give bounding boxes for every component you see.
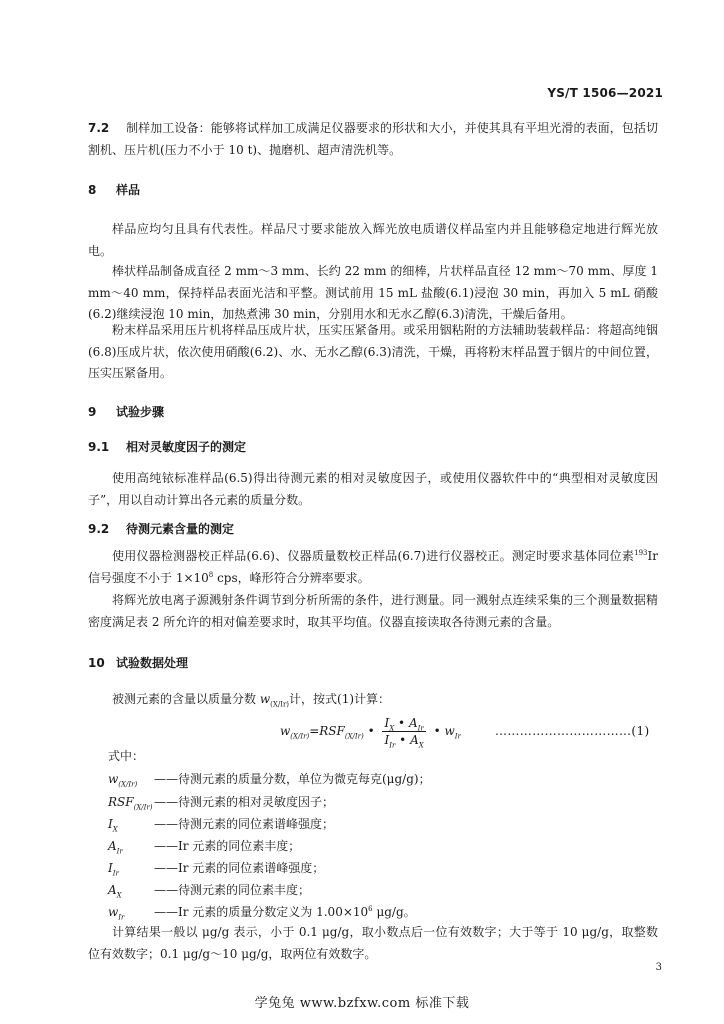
definition-text: ——Ir 元素的质量分数定义为 1.00×10	[154, 905, 369, 919]
definition-symbol: $w_{Ir}$	[108, 905, 125, 922]
section-8-para-3: 粉末样品采用压片机将样品压成片状，压实压紧备用。或采用铟粘附的方法辅助装载样品：将超高纯铟(6.8)压成片状，依次使用硝酸(6.2)、水、无水乙醇(6.3)清洗，干燥，再将粉末样品置于铟片的中间位置，压实压紧备用。	[88, 323, 658, 380]
clause-9-1-heading	[88, 438, 246, 455]
result-rule-para: 计算结果一般以 μg/g 表示，小于 0.1 μg/g，取小数点后一位有效数字；大于等于 10 μg/g，取整数位有效数字；0.1 μg/g～10 μg/g，取两位有效数字。	[88, 925, 658, 961]
definition-symbol: $I_{Ir}$	[108, 861, 119, 878]
section-9-title: 试验步骤	[116, 405, 165, 419]
definition-symbol: $w_{(X/Ir)}$	[108, 772, 138, 789]
definition-text: ——待测元素的同位素丰度；	[154, 883, 311, 897]
formula-dot-1: •	[363, 724, 379, 738]
standard-number: YS/T 1506—2021	[547, 86, 663, 100]
clause-9-2-para-1-c: cps，峰形符合分辨率要求。	[213, 570, 370, 585]
section-8-title: 样品	[116, 183, 141, 197]
section-10-heading	[88, 654, 188, 671]
definition-text: ——Ir 元素的同位素丰度；	[154, 839, 301, 853]
clause-9-1-para: 使用高纯铱标准样品(6.5)得出待测元素的相对灵敏度因子，或使用仪器软件中的“典型相对灵敏度因子”，用以自动计算出各元素的质量分数。	[88, 471, 658, 507]
definition-symbol: $A_X$	[108, 883, 122, 900]
clause-9-1-title: 相对灵敏度因子的测定	[126, 440, 247, 454]
formula-1	[280, 716, 461, 750]
clause-9-2-para-1	[88, 546, 658, 589]
section-10-intro	[88, 689, 658, 711]
isotope-mass-superscript: 193	[634, 549, 648, 557]
formula-lhs-sub: (X/Ir)	[290, 732, 310, 741]
definition-text: ——待测元素的相对灵敏度因子；	[154, 795, 335, 809]
clause-9-2-heading	[88, 520, 234, 537]
fraction-numerator: $I_X$ • $A_{Ir}$	[384, 716, 424, 733]
section-8-number: 8	[88, 183, 97, 197]
section-10-intro-b: 计，按式(1)计算：	[289, 692, 391, 706]
clause-7-2	[88, 118, 658, 161]
fraction-denominator: $I_{Ir}$ • $A_X$	[384, 733, 424, 750]
intro-symbol-sub: (X/Ir)	[270, 700, 290, 709]
formula-w-sub: Ir	[454, 732, 461, 741]
clause-7-2-text: 制样加工设备：能够将试样加工成满足仪器要求的形状和大小，并使其具有平坦光滑的表面，包括切割机、压片机(压力不小于 10 t)、抛磨机、超声清洗机等。	[88, 121, 658, 157]
section-10-title: 试验数据处理	[116, 656, 189, 670]
intro-symbol-w: w	[259, 692, 271, 706]
clause-7-2-number: 7.2	[88, 121, 110, 135]
clause-9-2-para-1-a: 使用仪器检测器校正样品(6.6)、仪器质量数校正样品(6.7)进行仪器校正。测定时要求基体同位素	[112, 549, 635, 563]
clause-9-2-number: 9.2	[88, 522, 110, 536]
where-label: 式中：	[108, 749, 145, 763]
section-9-number: 9	[88, 405, 97, 419]
formula-rsf-sub: (X/Ir)	[344, 732, 364, 741]
exponent-superscript: 8	[208, 570, 214, 579]
definition-row	[108, 903, 416, 920]
definition-exponent: 6	[368, 905, 373, 913]
definition-row	[108, 770, 431, 787]
section-10-intro-a: 被测元素的含量以质量分数	[112, 692, 260, 706]
definition-row	[108, 859, 324, 876]
footer-watermark: 学兔兔 www.bzfxw.com 标准下载	[254, 996, 470, 1011]
clause-9-2-title: 待测元素含量的测定	[126, 522, 235, 536]
definition-row	[108, 837, 300, 854]
section-9-heading	[88, 403, 164, 420]
formula-dot-2: •	[433, 724, 445, 738]
clause-9-2-para-1-b: Ir 信号强度不小于 1×10	[88, 549, 658, 585]
formula-number: ……………………………(1)	[495, 724, 650, 738]
definition-text: ——待测元素的同位素谱峰强度；	[154, 817, 335, 831]
definition-symbol: $RSF_{(X/Ir)}$	[108, 795, 153, 812]
clause-9-2-para-2: 将辉光放电离子源溅射条件调节到分析所需的条件，进行测量。同一溅射点连续采集的三个测量数据精密度满足表 2 所允许的相对偏差要求时，取其平均值。仪器直接读取各待测元素的含量。	[88, 593, 658, 629]
definition-row	[108, 793, 334, 810]
formula-lhs: w	[280, 724, 291, 738]
definition-text: ——Ir 元素的同位素谱峰强度；	[154, 861, 325, 875]
clause-9-1-number: 9.1	[88, 440, 110, 454]
definition-text: ——待测元素的质量分数，单位为微克每克(μg/g)；	[154, 772, 431, 786]
definition-symbol: $I_X$	[108, 817, 118, 834]
formula-fraction	[382, 716, 425, 750]
section-8-para-2: 棒状样品制备成直径 2 mm～3 mm、长约 22 mm 的细棒，片状样品直径 12 mm～70 mm、厚度 1 mm～40 mm，保持样品表面光洁和平整。测试前用 15 mL 盐酸(6.1)浸泡 30 min，再加入 5 mL 硝酸(6.2)继续浸泡 10 min，加热煮沸 30 min，分别用水和无水乙醇(6.3)清洗，干燥后备用。	[88, 264, 658, 321]
definition-symbol: $A_{Ir}$	[108, 839, 123, 856]
formula-w: w	[444, 724, 455, 738]
page-number: 3	[655, 962, 662, 973]
definition-row	[108, 881, 310, 898]
formula-rsf: =RSF	[309, 724, 345, 738]
section-10-number: 10	[88, 656, 105, 670]
definition-tail: μg/g。	[372, 905, 416, 919]
section-8-para-1: 样品应均匀且具有代表性。样品尺寸要求能放入辉光放电质谱仪样品室内并且能够稳定地进行辉光放电。	[88, 222, 658, 258]
section-8-heading	[88, 181, 140, 198]
definition-row	[108, 815, 334, 832]
